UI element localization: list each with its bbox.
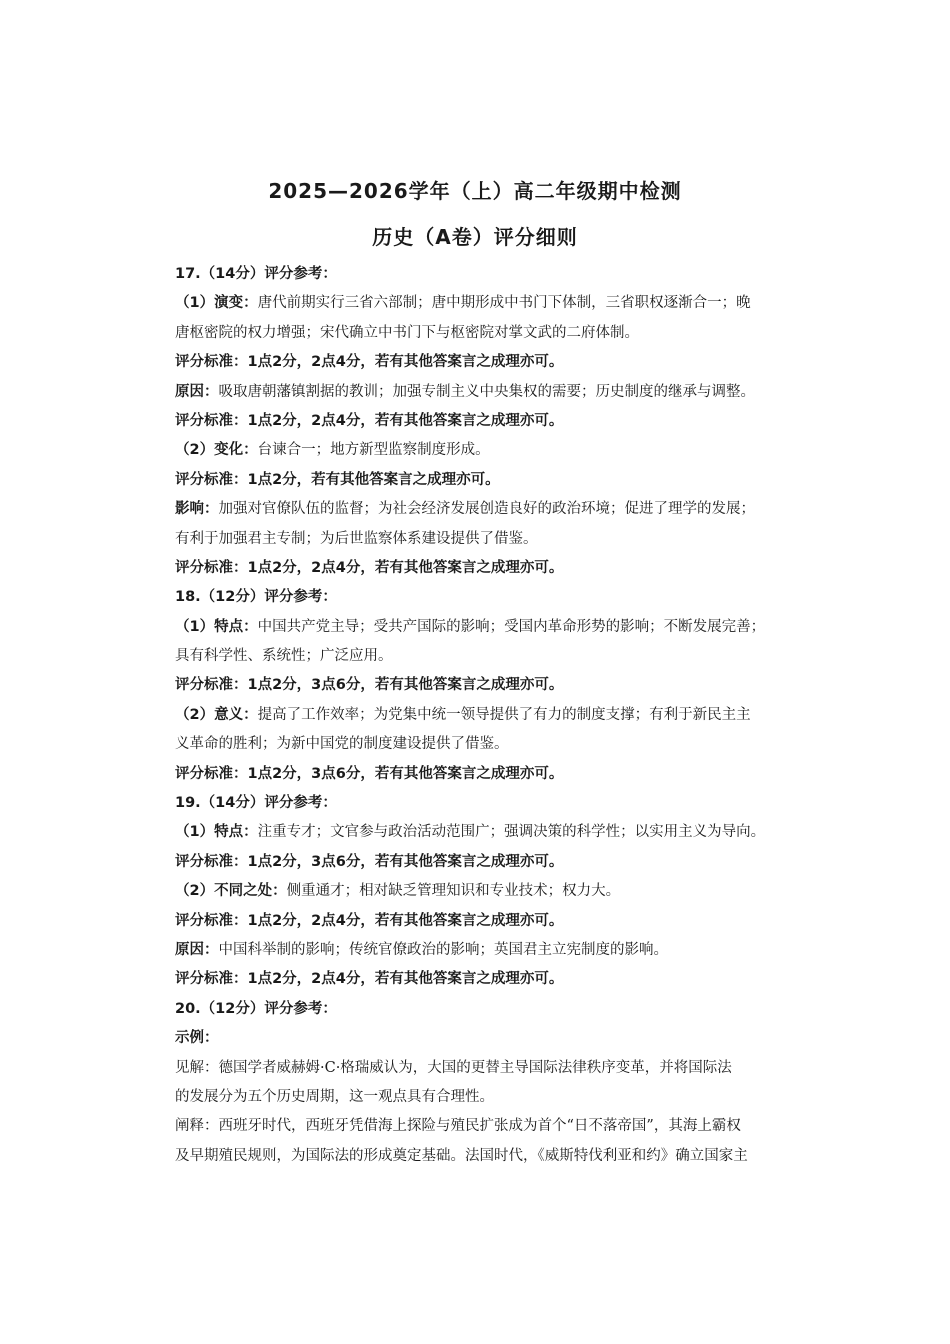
text-line: [175, 730, 780, 759]
line-text: 的发展分为五个历史周期，这一观点具有合理性。: [175, 1088, 494, 1105]
text-line: [175, 877, 780, 906]
text-line: [175, 1054, 780, 1083]
text-line: [175, 907, 780, 936]
text-line: [175, 260, 780, 289]
text-line: [175, 436, 780, 465]
bold-label: 示例：: [175, 1030, 219, 1047]
text-line: [175, 613, 780, 642]
line-text: 义革命的胜利；为新中国党的制度建设提供了借鉴。: [175, 736, 509, 753]
text-line: [175, 995, 780, 1024]
line-text: 具有科学性、系统性；广泛应用。: [175, 648, 393, 665]
bold-label: 17.（14分）评分参考：: [175, 266, 337, 282]
text-line: [175, 495, 780, 524]
line-text: 中国科举制的影响；传统官僚政治的影响；英国君主立宪制度的影响。: [218, 941, 668, 958]
bold-label: 原因：: [175, 383, 219, 400]
bold-label: （2）变化：: [175, 442, 258, 459]
bold-label: 原因：: [175, 941, 219, 958]
bold-label: 评分标准：1点2分，3点6分，若有其他答案言之成理亦可。: [175, 853, 564, 870]
text-line: [175, 348, 780, 377]
text-line: [175, 378, 780, 407]
line-text: 侧重通才；相对缺乏管理知识和专业技术；权力大。: [286, 883, 621, 900]
line-text: 台谏合一；地方新型监察制度形成。: [257, 442, 490, 459]
line-text: 吸取唐朝藩镇割据的教训；加强专制主义中央集权的需要；历史制度的继承与调整。: [218, 383, 755, 400]
text-line: [175, 789, 780, 818]
document-body: [175, 260, 780, 1171]
text-line: [175, 1112, 780, 1141]
text-line: [175, 760, 780, 789]
text-line: [175, 1083, 780, 1112]
line-text: 提高了工作效率；为党集中统一领导提供了有力的制度支撑；有利于新民主主: [257, 706, 751, 723]
bold-label: 20.（12分）评分参考：: [175, 1000, 337, 1017]
bold-label: 评分标准：1点2分，2点4分，若有其他答案言之成理亦可。: [175, 412, 564, 429]
bold-label: 评分标准：1点2分，3点6分，若有其他答案言之成理亦可。: [175, 677, 564, 694]
bold-label: （2）不同之处：: [175, 883, 287, 900]
bold-label: 18.（12分）评分参考：: [175, 589, 337, 606]
line-text: 阐释：西班牙时代，西班牙凭借海上探险与殖民扩张成为首个“日不落帝国”，其海上霸权: [175, 1118, 741, 1135]
text-line: [175, 319, 780, 348]
line-text: 唐代前期实行三省六部制；唐中期形成中书门下体制，三省职权逐渐合一；晚: [257, 295, 751, 312]
line-text: 加强对官僚队伍的监督；为社会经济发展创造良好的政治环境；促进了理学的发展；: [218, 501, 755, 518]
text-line: [175, 642, 780, 671]
line-text: 中国共产党主导；受共产国际的影响；受国内革命形势的影响；不断发展完善；: [257, 618, 766, 635]
bold-label: （1）演变：: [175, 295, 258, 312]
text-line: [175, 965, 780, 994]
text-line: [175, 466, 780, 495]
bold-label: 评分标准：1点2分，3点6分，若有其他答案言之成理亦可。: [175, 765, 564, 782]
bold-label: 19.（14分）评分参考：: [175, 795, 337, 812]
text-line: [175, 1024, 780, 1053]
bold-label: 评分标准：1点2分，2点4分，若有其他答案言之成理亦可。: [175, 912, 564, 929]
text-line: [175, 1142, 780, 1171]
document-subtitle: 历史（A卷）评分细则: [372, 225, 578, 249]
text-line: [175, 671, 780, 700]
bold-label: 评分标准：1点2分，2点4分，若有其他答案言之成理亦可。: [175, 559, 564, 576]
text-line: [175, 701, 780, 730]
bold-label: （1）特点：: [175, 618, 258, 635]
bold-label: 评分标准：1点2分，若有其他答案言之成理亦可。: [175, 471, 500, 488]
bold-label: （1）特点：: [175, 824, 258, 841]
bold-label: 影响：: [175, 501, 219, 518]
text-line: [175, 583, 780, 612]
text-line: [175, 848, 780, 877]
text-line: [175, 818, 780, 847]
bold-label: 评分标准：1点2分，2点4分，若有其他答案言之成理亦可。: [175, 354, 564, 371]
text-line: [175, 525, 780, 554]
document-title: 2025—2026学年（上）高二年级期中检测: [268, 179, 682, 203]
bold-label: 评分标准：1点2分，2点4分，若有其他答案言之成理亦可。: [175, 971, 564, 988]
line-text: 唐枢密院的权力增强；宋代确立中书门下与枢密院对掌文武的二府体制。: [175, 324, 639, 341]
text-line: [175, 289, 780, 318]
text-line: [175, 936, 780, 965]
line-text: 注重专才；文官参与政治活动范围广；强调决策的科学性；以实用主义为导向。: [257, 824, 766, 841]
text-line: [175, 554, 780, 583]
line-text: 有利于加强君主专制；为后世监察体系建设提供了借鉴。: [175, 530, 538, 547]
line-text: 见解：德国学者威赫姆·C·格瑞威认为，大国的更替主导国际法律秩序变革，并将国际法: [175, 1059, 732, 1076]
bold-label: （2）意义：: [175, 706, 258, 723]
text-line: [175, 407, 780, 436]
line-text: 及早期殖民规则，为国际法的形成奠定基础。法国时代，《威斯特伐利亚和约》确立国家主: [175, 1147, 748, 1164]
